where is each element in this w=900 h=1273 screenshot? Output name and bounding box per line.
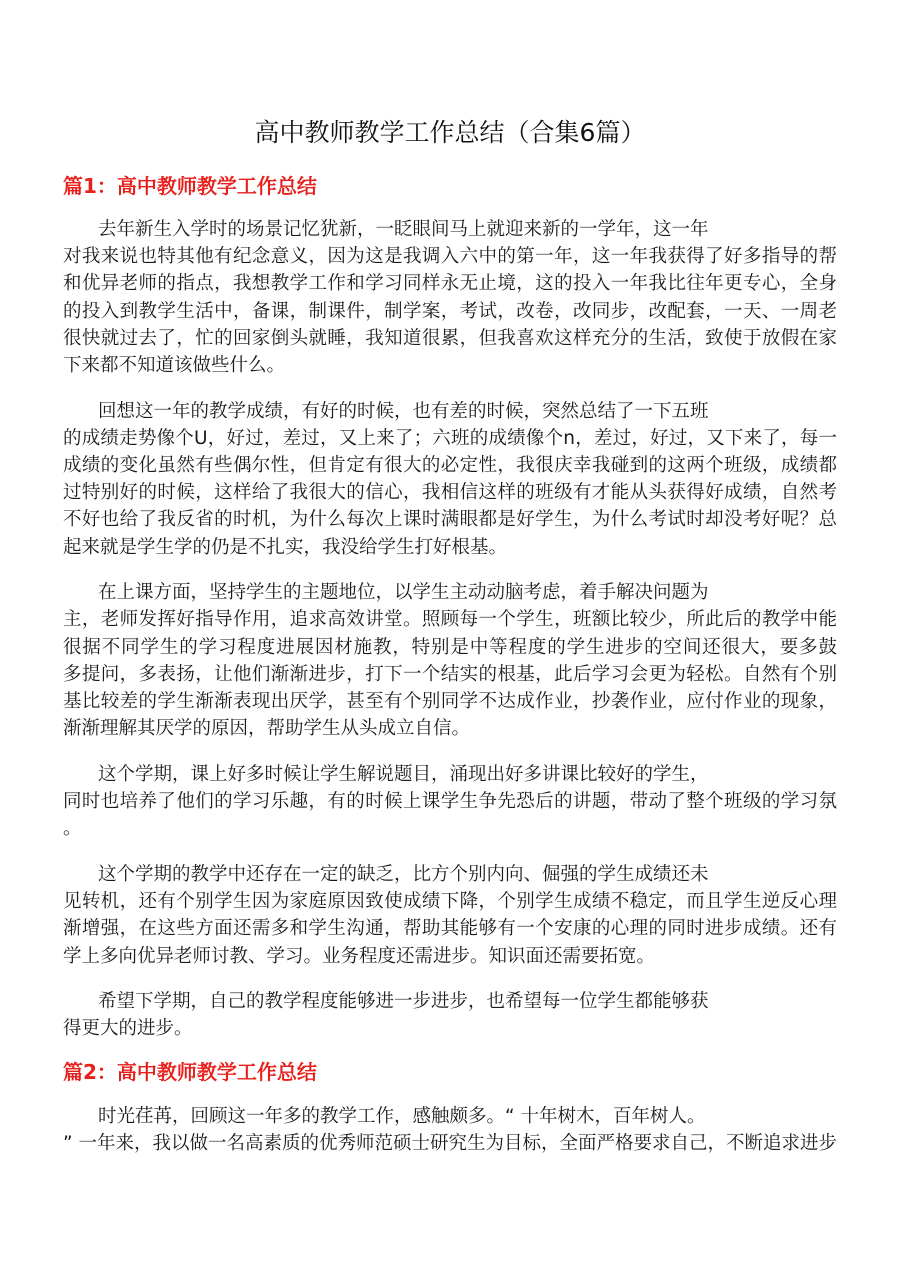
paragraph-line: 很快就过去了，忙的回家倒头就睡，我知道很累，但我喜欢这样充分的生活，致使于放假在家 <box>63 327 837 349</box>
paragraph-line: 去年新生入学时的场景记忆犹新，一眨眼间马上就迎来新的一学年，这一年 <box>98 219 709 240</box>
paragraph-line: 起来就是学生学的仍是不扎实，我没给学生打好根基。 <box>63 536 508 558</box>
paragraph-line: 回想这一年的教学成绩，有好的时候，也有差的时候，突然总结了一下五班 <box>98 400 709 422</box>
paragraph-line: ” 一年来，我以做一名高素质的优秀师范硕士研究生为目标，全面严格要求自己，不断追求进步 <box>63 1133 837 1155</box>
paragraph-line: 的投入到教学生活中，备课，制课件，制学案，考试，改卷，改同步，改配套，一天、一周老 <box>63 300 837 322</box>
paragraph <box>63 861 837 970</box>
paragraph-line: 这个学期的教学中还存在一定的缺乏，比方个别内向、倔强的学生成绩还未 <box>98 863 709 885</box>
paragraph-line: 的成绩走势像个U，好过，差过，又上来了；六班的成绩像个n，差过，好过，又下来了，每一 <box>63 427 837 449</box>
paragraph-line: 见转机，还有个别学生因为家庭原因致使成绩下降，个别学生成绩不稳定，而且学生逆反心理 <box>63 891 837 913</box>
paragraph-line: 同时也培养了他们的学习乐趣，有的时候上课学生争先恐后的讲题，带动了整个班级的学习氛 <box>63 791 837 813</box>
paragraph <box>63 988 837 1042</box>
paragraph-line: 在上课方面，坚持学生的主题地位，以学生主动动脑考虑，着手解决问题为 <box>98 582 709 604</box>
paragraph-line: 这个学期，课上好多时候让学生解说题目，涌现出好多讲课比较好的学生， <box>98 763 709 785</box>
paragraph-line: 很据不同学生的学习程度进展因材施教，特别是中等程度的学生进步的空间还很大，要多鼓 <box>63 636 837 658</box>
paragraph <box>63 1103 837 1157</box>
paragraph-line: 和优异老师的指点，我想教学工作和学习同样永无止境，这的投入一年我比往年更专心，全身 <box>63 273 837 295</box>
paragraph-line: 多提问，多表扬，让他们渐渐进步，打下一个结实的根基，此后学习会更为轻松。自然有个别 <box>63 663 837 685</box>
paragraph-line: 基比较差的学生渐渐表现出厌学，甚至有个别同学不达成作业，抄袭作业，应付作业的现象， <box>63 691 837 712</box>
document-title: 高中教师教学工作总结（合集6篇） <box>254 118 646 147</box>
paragraph-line: 渐增强，在这些方面还需多和学生沟通，帮助其能够有一个安康的心理的同时进步成绩。还有 <box>63 918 837 940</box>
section-heading-1: 篇1：高中教师教学工作总结 <box>63 174 317 198</box>
paragraph-line: 学上多向优异老师讨教、学习。业务程度还需进步。知识面还需要拓宽。 <box>63 945 656 967</box>
paragraph-line: 渐渐理解其厌学的原因，帮助学生从头成立自信。 <box>63 718 471 740</box>
paragraph-line: 希望下学期，自己的教学程度能够进一步进步，也希望每一位学生都能够获 <box>98 991 709 1013</box>
paragraph-line: 得更大的进步。 <box>63 1018 193 1040</box>
section-heading-2: 篇2：高中教师教学工作总结 <box>63 1060 317 1084</box>
section-body-1 <box>63 216 837 1043</box>
paragraph-line: 过特别好的时候，这样给了我很大的信心，我相信这样的班级有才能从头获得好成绩，自然考 <box>63 482 837 504</box>
paragraph <box>63 579 837 742</box>
paragraph <box>63 761 837 843</box>
paragraph-line: 下来都不知道该做些什么。 <box>63 354 286 376</box>
paragraph-line: 主，老师发挥好指导作用，追求高效讲堂。照顾每一个学生，班额比较少，所此后的教学中能 <box>63 609 837 631</box>
paragraph <box>63 398 837 561</box>
paragraph-line: 对我来说也特其他有纪念意义，因为这是我调入六中的第一年，这一年我获得了好多指导的帮 <box>63 246 837 268</box>
paragraph-line: 不好也给了我反省的时机，为什么每次上课时满眼都是好学生，为什么考试时却没考好呢？总 <box>63 509 837 531</box>
section-body-2 <box>63 1103 837 1157</box>
paragraph-line: 。 <box>63 818 82 840</box>
paragraph <box>63 216 837 379</box>
paragraph-line: 成绩的变化虽然有些偶尔性，但肯定有很大的必定性，我很庆幸我碰到的这两个班级，成绩都 <box>63 455 837 476</box>
paragraph-line: 时光荏苒，回顾这一年多的教学工作，感触颇多。“ 十年树木，百年树人。 <box>98 1106 706 1127</box>
